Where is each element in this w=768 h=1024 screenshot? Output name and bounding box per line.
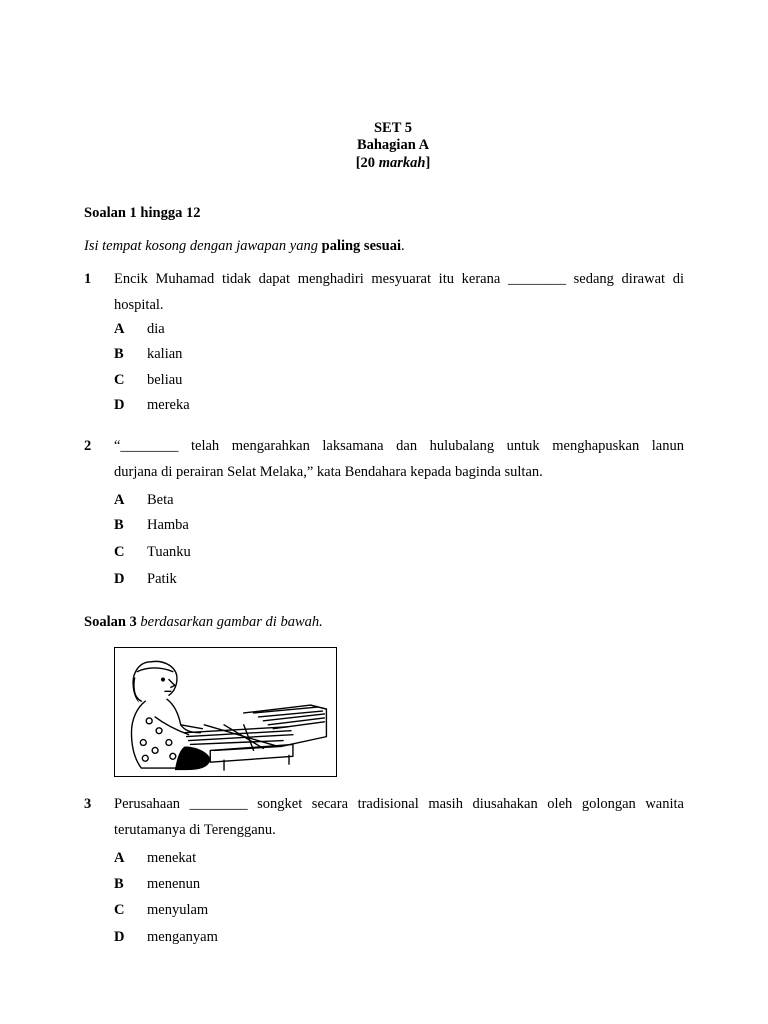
question-text: [114, 433, 684, 485]
woman-weaving-image: [115, 648, 336, 776]
weaving-illustration: [114, 647, 337, 777]
set-title: SET 5: [373, 120, 413, 136]
marks-label: [20 markah]: [355, 155, 431, 171]
question-text: [114, 791, 684, 843]
question-line: Perusahaan ________ songket secara tradisional masih diusahakan oleh golongan wanita: [114, 796, 684, 812]
question-number: 1: [84, 271, 92, 287]
instruction: Isi tempat kosong dengan jawapan yang paling sesuai.: [84, 238, 405, 254]
question-line: Encik Muhamad tidak dapat menghadiri mesyuarat itu kerana ________ sedang dirawat di: [114, 271, 684, 287]
question-number: 3: [84, 796, 92, 812]
question-range: Soalan 1 hingga 12: [84, 205, 201, 221]
question-line: terutamanya di Terengganu.: [114, 822, 276, 838]
q3-intro: Soalan 3 berdasarkan gambar di bawah.: [84, 614, 323, 630]
section-title: Bahagian A: [356, 137, 430, 153]
question-line: hospital.: [114, 297, 164, 313]
exam-page: SET 5 Bahagian A [20 markah] Soalan 1 hingga 12 Isi tempat kosong dengan jawapan yang paling sesuai. 1 Encik Muhamad tidak dapat menghadiri mesyuarat itu kerana ________ sedang dirawat di hospital. A dia B kalian C beliau D mereka 2 “________ telah mengarahkan laksamana dan hulubalang untuk menghapuskan lanun durjana di perairan Selat Melaka,” kata Bendahara kepada baginda sultan. A Beta B Hamba C Tuanku D Patik Soalan 3 berdasarkan gambar di bawah. 3 Perusahaan ________ songket secara tradisional masih diusahakan oleh golongan wanita terutamanya di Terengganu. A menekat B menenun C menyulam D menganyam: [0, 0, 768, 1024]
question-line: “________ telah mengarahkan laksamana dan hulubalang untuk menghapuskan lanun: [114, 438, 684, 454]
question-line: durjana di perairan Selat Melaka,” kata Bendahara kepada baginda sultan.: [114, 464, 543, 480]
question-number: 2: [84, 438, 92, 454]
question-text: [114, 266, 684, 318]
